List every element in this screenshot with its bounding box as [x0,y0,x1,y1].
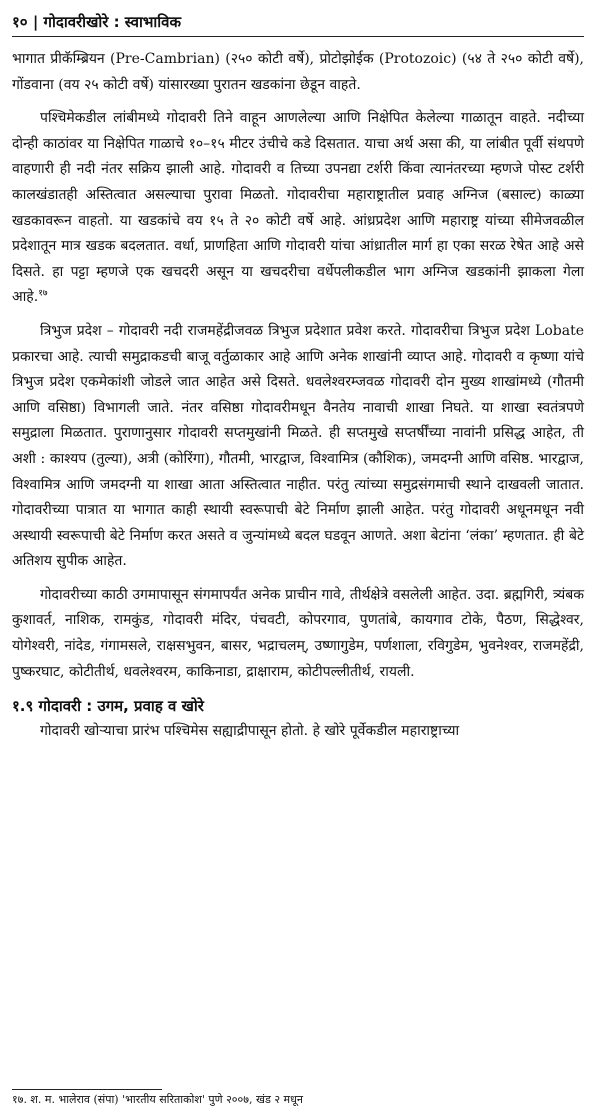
paragraph-pilgrim-places [12,583,584,685]
footnote: १७. श. म. भालेराव (संपा) 'भारतीय सरिताकोश' पुणे २००७, खंड २ मधून [12,1093,304,1106]
running-head: १० | गोदावरीखोरे : स्वाभाविक [12,13,182,31]
paragraph-text: पश्चिमेकडील लांबीमध्ये गोदावरी तिने वाहून आणलेल्या आणि निक्षेपित केलेल्या गाळातून वाहते. नदीच्या दोन्ही काठांवर या निक्षेपित गाळाचे १०–१५ मीटर उंचीचे कडे दिसतात. याचा अर्थ असा की, या लांबीत पूर्वी संथपणे वाहणारी ही नदी नंतर सक्रिय झाली आहे. गोदावरी व तिच्या उपनद्या टर्शरी किंवा त्यानंतरच्या म्हणजे पोस्ट टर्शरी कालखंडातही अस्तित्वात असल्याचा पुरावा मिळतो. गोदावरीचा महाराष्ट्रातील प्रवाह अग्निज (बसाल्ट) काळ्या खडकावरून वाहतो. या खडकांचे वय १५ ते २० कोटी वर्षे आहे. आंध्रप्रदेश आणि महाराष्ट्र यांच्या सीमेजवळील प्रदेशातून मात्र खडक बदलतात. वर्धा, प्राणहिता आणि गोदावरी यांचा आंध्रातील मार्ग हा एका सरळ रेषेत आहे असे दिसते. हा पट्टा म्हणजे एक खचदरी असून या खचदरीचा वर्धेपलीकडील भाग अग्निज खडकांनी झाकला गेला आहे. [12,110,584,306]
paragraph-text: गोदावरी खोऱ्याचा प्रारंभ पश्चिमेस सह्याद्रीपासून होतो. हे खोरे पूर्वेकडील महाराष्ट्राच्या [40,723,460,740]
paragraph-text: त्रिभुज प्रदेश – गोदावरी नदी राजमहेंद्रीजवळ त्रिभुज प्रदेशात प्रवेश करते. गोदावरीचा त्रिभुज प्रदेश Lobate प्रकारचा आहे. त्याची समुद्राकडची बाजू वर्तुळाकार आहे आणि अनेक शाखांनी व्याप्त आहे. गोदावरी व कृष्णा यांचे त्रिभुज प्रदेश एकमेकांशी जोडले जात आहेत असे दिसते. धवलेश्वरम्जवळ गोदावरी दोन मुख्य शाखांमध्ये (गौतमी आणि वसिष्ठा) विभागली जाते. नंतर वसिष्ठा गोदावरीमधून वैनतेय नावाची शाखा निघते. या शाखा स्वतंत्रपणे समुद्राला मिळतात. पुराणानुसार गोदावरी सप्तमुखांनी मिळते. ही सप्तमुखे सप्तर्षींच्या नावांनी प्रसिद्ध आहेत, ती अशी : काश्यप (तुल्या), अत्री (कोरिंगा), गौतमी, भारद्वाज, विश्वामित्र (कौशिक), जमदग्नी आणि वसिष्ठ. भारद्वाज, विश्वामित्र आणि जमदग्नी या शाखा आता अस्तित्वात नाहीत. परंतु त्यांच्या समुद्रसंगमाची स्थाने दाखवली जातात. गोदावरीच्या पात्रात या भागात काही स्थायी स्वरूपाची बेटे निर्माण झाली आहेत. परंतु गोदावरी अधूनमधून नवी अस्थायी स्वरूपाची बेटे निर्माण करत असते व जुन्यांमध्ये बदल घडवून आणते. अशा बेटांना ‘लंका’ म्हणतात. ही बेटे अतिशय सुपीक आहेत. [12,322,584,570]
footnote-rule [12,1089,162,1090]
section-heading: १.९ गोदावरी : उगम, प्रवाह व खोरे [12,697,204,716]
section-paragraph [12,719,584,745]
footnote-reference: १७ [38,288,48,299]
paragraph-text: गोदावरीच्या काठी उगमापासून संगमापर्यंत अनेक प्राचीन गावे, तीर्थक्षेत्रे वसलेली आहेत. उदा. ब्रह्मगिरी, त्र्यंबक कुशावर्त, नाशिक, रामकुंड, गोदावरी मंदिर, पंचवटी, कोपरगाव, पुणतांबे, कायगाव टोके, पैठण, सिद्धेश्वर, योगेश्वरी, नांदेड, गंगामसले, राक्षसभुवन, बासर, भद्राचलम्, उष्णागुडेम, पर्णशाला, रविगुडेम, भुवनेश्वर, राजमहेंद्री, पुष्करघाट, कोटीतीर्थ, धवलेश्वरम, काकिनाडा, द्राक्षाराम, कोटीपल्लीतीर्थ, रायली. [12,586,584,680]
paragraph-continued [12,47,584,98]
paragraph-western-stretch [12,106,584,311]
paragraph-delta-region [12,319,584,575]
paragraph-text: भागात प्रीकॅम्ब्रियन (Pre-Cambrian) (२५० कोटी वर्षे), प्रोटोझोईक (Protozoic) (५४ ते २५० कोटी वर्षे), गोंडवाना (वय २५ कोटी वर्षे) यांसारख्या पुरातन खडकांना छेडून वाहते. [12,51,584,93]
header-rule [12,36,584,37]
